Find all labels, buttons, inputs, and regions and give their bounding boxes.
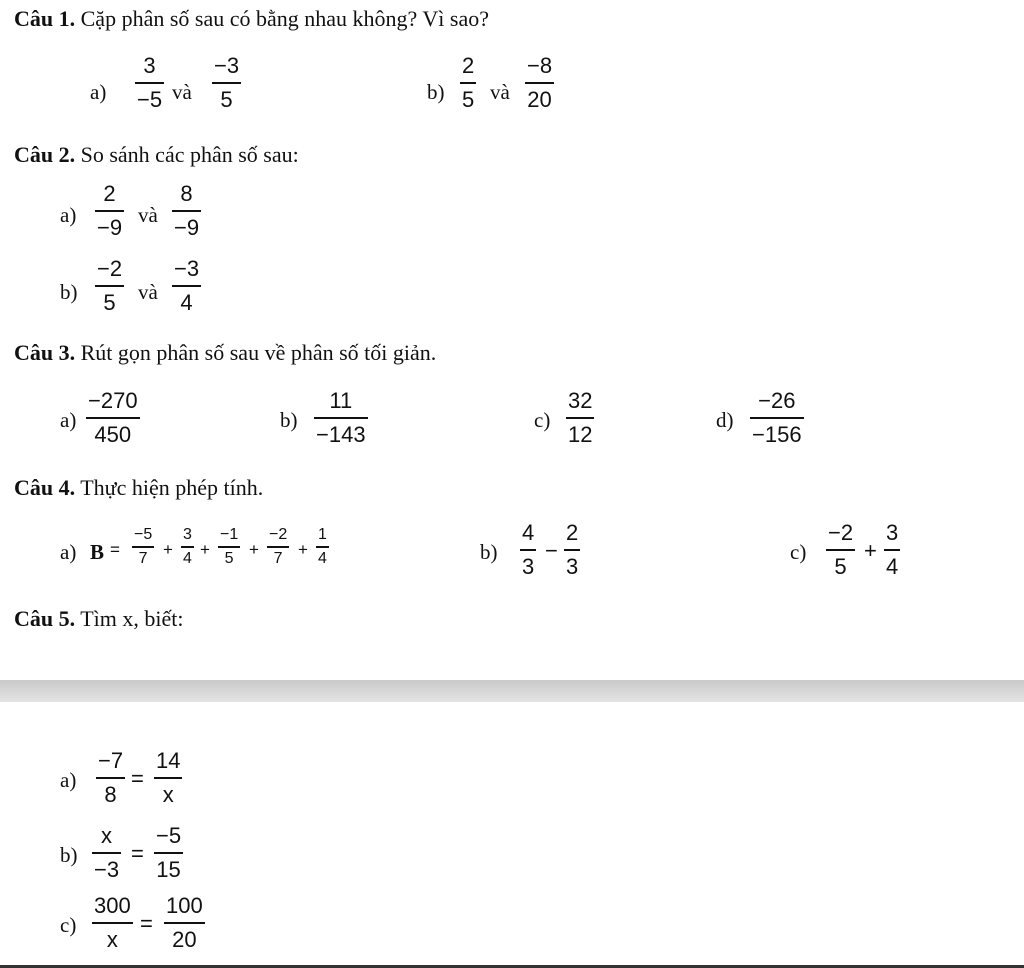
page-separator-band	[0, 680, 1024, 702]
numerator: 100	[166, 893, 203, 918]
q2b-fraction-2	[172, 258, 201, 314]
q1a-fraction-1	[135, 55, 164, 111]
numerator: 2	[566, 520, 579, 545]
numerator: 3	[143, 53, 156, 78]
numerator: −2	[97, 256, 123, 281]
q1-label: Câu 1.	[14, 6, 76, 31]
q4a-plus-2: +	[200, 540, 210, 559]
numerator: −7	[98, 748, 124, 773]
numerator: 4	[522, 520, 535, 545]
numerator: x	[101, 823, 113, 848]
q1b-join: và	[490, 80, 510, 104]
q4a-fraction-3	[218, 527, 240, 567]
q3b-fraction	[314, 390, 368, 446]
numerator: 1	[318, 526, 327, 543]
numerator: 3	[183, 526, 192, 543]
numerator: −5	[156, 823, 182, 848]
q4a-plus-3: +	[249, 540, 259, 559]
q4c-label: c)	[790, 540, 807, 564]
q2-heading	[14, 142, 299, 168]
q2b-join: và	[138, 280, 158, 304]
numerator: 300	[94, 893, 131, 918]
q4c-fraction-1	[826, 522, 855, 578]
q5c-eq: =	[140, 911, 153, 936]
denominator: x	[106, 927, 118, 952]
q4b-fraction-1	[520, 522, 536, 578]
q1a-fraction-2	[212, 55, 241, 111]
q4-text: Thực hiện phép tính.	[80, 475, 264, 500]
numerator: 8	[180, 181, 193, 206]
q3a-fraction	[86, 390, 140, 446]
q4a-plus-4: +	[298, 540, 308, 559]
denominator: 12	[568, 422, 593, 447]
denominator: −5	[137, 87, 163, 112]
q2b-fraction-1	[95, 258, 124, 314]
q1b-fraction-1	[460, 55, 476, 111]
q3d-fraction	[750, 390, 804, 446]
denominator: 5	[462, 87, 475, 112]
denominator: 4	[183, 549, 192, 567]
numerator: −3	[214, 53, 240, 78]
q3-label: Câu 3.	[14, 340, 76, 365]
q1b-label: b)	[427, 80, 445, 104]
denominator: 5	[220, 87, 233, 112]
denominator: 3	[522, 554, 535, 579]
q5-label: Câu 5.	[14, 606, 76, 631]
q4a-eq: =	[110, 540, 120, 559]
q4-label: Câu 4.	[14, 475, 76, 500]
q5-heading	[14, 606, 184, 632]
numerator: 32	[568, 388, 593, 413]
numerator: 3	[886, 520, 899, 545]
denominator: 450	[94, 422, 132, 447]
q4a-fraction-1	[132, 527, 154, 567]
denominator: 5	[224, 549, 234, 567]
numerator: 14	[156, 748, 181, 773]
denominator: 4	[886, 554, 899, 579]
numerator: −5	[134, 526, 153, 543]
q4b-label: b)	[480, 540, 498, 564]
q4c-fraction-2	[884, 522, 900, 578]
q1-text: Cặp phân số sau có bằng nhau không? Vì sao?	[80, 6, 489, 31]
q4a-fraction-5	[316, 527, 329, 567]
denominator: x	[162, 782, 174, 807]
q4a-plus-1: +	[163, 540, 173, 559]
q2a-fraction-1	[95, 183, 124, 239]
denominator: 7	[138, 549, 148, 567]
q5b-label: b)	[60, 843, 78, 867]
q4a-fraction-2	[181, 527, 194, 567]
q5a-eq: =	[131, 766, 144, 791]
q5b-fraction-2	[154, 825, 183, 881]
denominator: 4	[318, 549, 327, 567]
q2a-fraction-2	[172, 183, 201, 239]
q1a-label: a)	[90, 80, 107, 104]
q1a-join: và	[172, 80, 192, 104]
q3d-label: d)	[716, 408, 734, 432]
q3-text: Rút gọn phân số sau về phân số tối giản.	[80, 340, 437, 365]
denominator: 3	[566, 554, 579, 579]
numerator: −3	[174, 256, 200, 281]
q5c-fraction-1	[92, 895, 133, 951]
denominator: 7	[273, 549, 283, 567]
q3-heading	[14, 340, 436, 366]
q1b-fraction-2	[525, 55, 554, 111]
q4a-fraction-4	[267, 527, 289, 567]
denominator: 8	[104, 782, 117, 807]
q5a-label: a)	[60, 768, 77, 792]
q5b-eq: =	[131, 841, 144, 866]
denominator: 5	[103, 290, 116, 315]
q4b-fraction-2	[564, 522, 580, 578]
numerator: 2	[462, 53, 475, 78]
q4b-minus: −	[545, 538, 558, 563]
numerator: −2	[828, 520, 854, 545]
q3a-label: a)	[60, 408, 77, 432]
q2-label: Câu 2.	[14, 142, 76, 167]
q4c-plus: +	[864, 538, 877, 563]
denominator: −9	[97, 215, 123, 240]
q3c-fraction	[566, 390, 594, 446]
numerator: 11	[329, 388, 353, 413]
q5a-fraction-2	[154, 750, 182, 806]
q5b-fraction-1	[92, 825, 121, 881]
q2-text: So sánh các phân số sau:	[80, 142, 299, 167]
q5-text: Tìm x, biết:	[80, 606, 184, 631]
q5c-label: c)	[60, 913, 77, 937]
denominator: 20	[172, 927, 197, 952]
q2a-join: và	[138, 203, 158, 227]
q3b-label: b)	[280, 408, 298, 432]
numerator: −8	[527, 53, 553, 78]
numerator: −2	[269, 526, 288, 543]
numerator: −270	[88, 388, 138, 413]
q1-heading	[14, 6, 489, 32]
denominator: −3	[94, 857, 120, 882]
q5c-fraction-2	[164, 895, 205, 951]
denominator: −9	[174, 215, 200, 240]
q4a-label: a)	[60, 540, 77, 564]
numerator: −26	[758, 388, 796, 413]
denominator: 15	[156, 857, 181, 882]
denominator: −143	[316, 422, 366, 447]
denominator: 20	[527, 87, 552, 112]
q2b-label: b)	[60, 280, 78, 304]
numerator: 2	[103, 181, 116, 206]
denominator: −156	[752, 422, 802, 447]
denominator: 4	[180, 290, 193, 315]
q5a-fraction-1	[96, 750, 125, 806]
q4a-var: B	[90, 540, 105, 564]
denominator: 5	[834, 554, 847, 579]
q2a-label: a)	[60, 203, 77, 227]
numerator: −1	[220, 526, 239, 543]
q4-heading	[14, 475, 263, 501]
q3c-label: c)	[534, 408, 551, 432]
